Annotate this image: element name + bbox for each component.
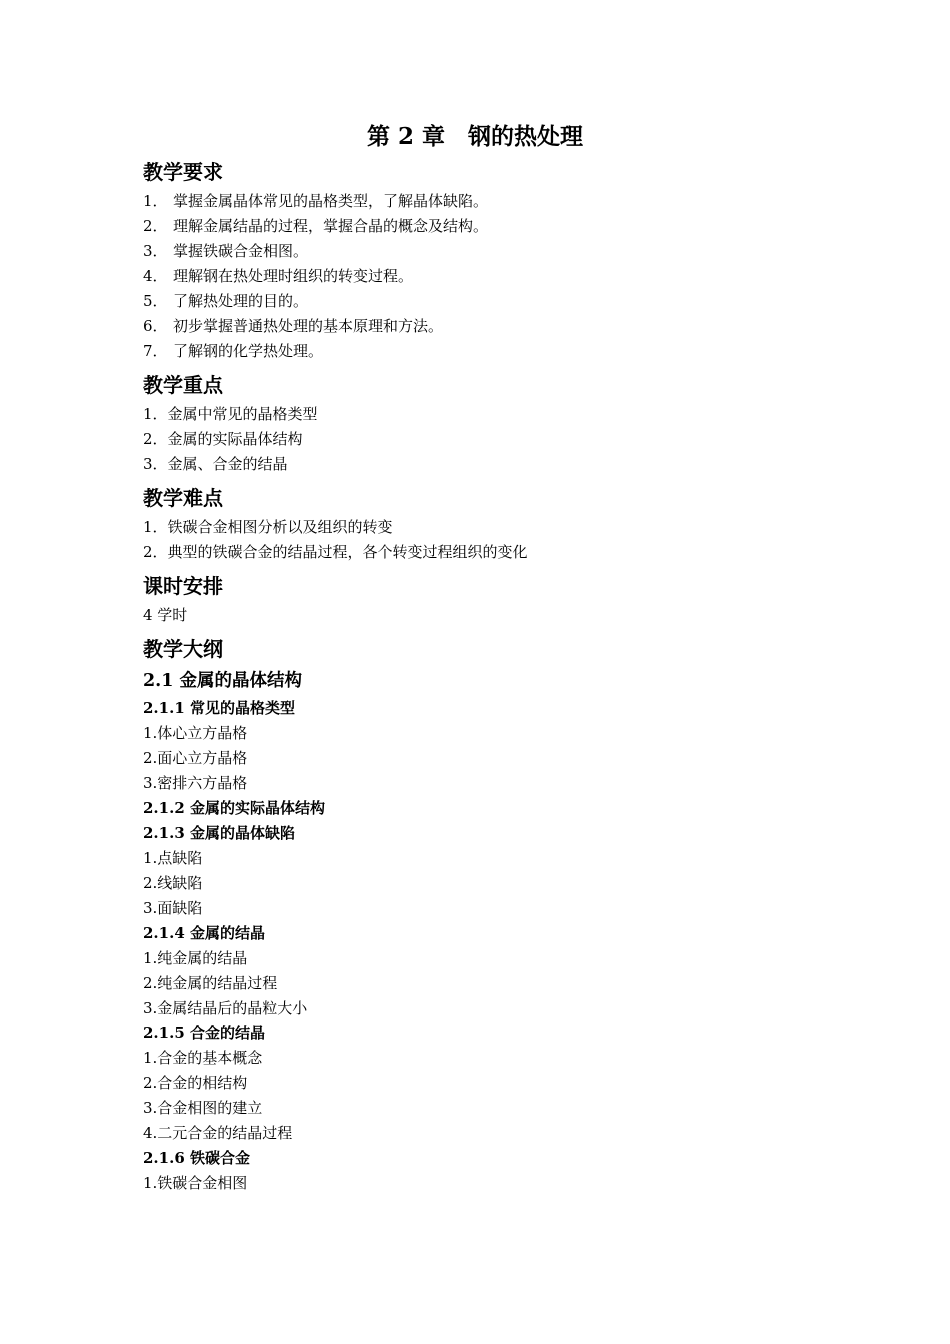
list-item: [143, 289, 823, 314]
difficulties-heading: 教学难点: [143, 486, 223, 510]
subsection-title: 2.1.5 合金的结晶: [143, 1024, 265, 1042]
list-item: 2.纯金属的结晶过程: [143, 974, 278, 992]
item-text: 理解金属结晶的过程，掌握合晶的概念及结构。: [173, 217, 489, 235]
list-item: 1.点缺陷: [143, 849, 203, 867]
chapter-title: 第 2 章 钢的热处理: [366, 123, 584, 150]
section-title: 2.1 金属的晶体结构: [143, 671, 303, 691]
item-number: 6．: [143, 317, 168, 335]
list-item: 2.合金的相结构: [143, 1074, 248, 1092]
document-body: [143, 155, 823, 1196]
list-item: [143, 314, 823, 339]
item-number: 5．: [143, 292, 168, 310]
subsection-title: 2.1.6 铁碳合金: [143, 1149, 250, 1167]
item-text: 掌握金属晶体常见的晶格类型，了解晶体缺陷。: [173, 192, 489, 210]
subsection-title: 2.1.1 常见的晶格类型: [143, 699, 295, 717]
key-points-list: [143, 402, 823, 477]
subsection-title: 2.1.2 金属的实际晶体结构: [143, 799, 325, 817]
item-text: 初步掌握普通热处理的基本原理和方法。: [173, 317, 444, 335]
list-item: [143, 214, 823, 239]
list-item: [143, 264, 823, 289]
item-text: 掌握铁碳合金相图。: [173, 242, 309, 260]
list-item: 2.面心立方晶格: [143, 749, 248, 767]
requirements-heading: 教学要求: [143, 160, 223, 184]
list-item: 3.面缺陷: [143, 899, 203, 917]
key-points-heading: 教学重点: [143, 373, 223, 397]
item-number: 1．: [143, 192, 168, 210]
item-text: 了解钢的化学热处理。: [173, 342, 324, 360]
item-number: 2．: [143, 217, 168, 235]
list-item: 1.铁碳合金相图: [143, 1174, 248, 1192]
schedule-text: 4 学时: [143, 606, 188, 624]
item-text: 了解热处理的目的。: [173, 292, 309, 310]
schedule-heading: 课时安排: [143, 574, 223, 598]
list-item: 2．典型的铁碳合金的结晶过程，各个转变过程组织的变化: [143, 543, 528, 561]
list-item: [143, 189, 823, 214]
subsection-title: 2.1.4 金属的结晶: [143, 924, 265, 942]
item-number: 4．: [143, 267, 168, 285]
list-item: 1．铁碳合金相图分析以及组织的转变: [143, 518, 393, 536]
requirements-list: [143, 189, 823, 364]
list-item: [143, 339, 823, 364]
list-item: 2.线缺陷: [143, 874, 203, 892]
item-number: 3．: [143, 242, 168, 260]
list-item: 2．金属的实际晶体结构: [143, 430, 303, 448]
item-text: 理解钢在热处理时组织的转变过程。: [173, 267, 414, 285]
list-item: 1.体心立方晶格: [143, 724, 248, 742]
list-item: 1.合金的基本概念: [143, 1049, 263, 1067]
list-item: 4.二元合金的结晶过程: [143, 1124, 293, 1142]
list-item: 3.金属结晶后的晶粒大小: [143, 999, 308, 1017]
outline-heading: 教学大纲: [143, 637, 223, 661]
list-item: 3.密排六方晶格: [143, 774, 248, 792]
difficulties-list: [143, 515, 823, 565]
list-item: 3.合金相图的建立: [143, 1099, 263, 1117]
list-item: [143, 239, 823, 264]
subsection-title: 2.1.3 金属的晶体缺陷: [143, 824, 295, 842]
item-number: 7．: [143, 342, 168, 360]
list-item: 1.纯金属的结晶: [143, 949, 248, 967]
list-item: 3．金属、合金的结晶: [143, 455, 288, 473]
list-item: 1．金属中常见的晶格类型: [143, 405, 318, 423]
